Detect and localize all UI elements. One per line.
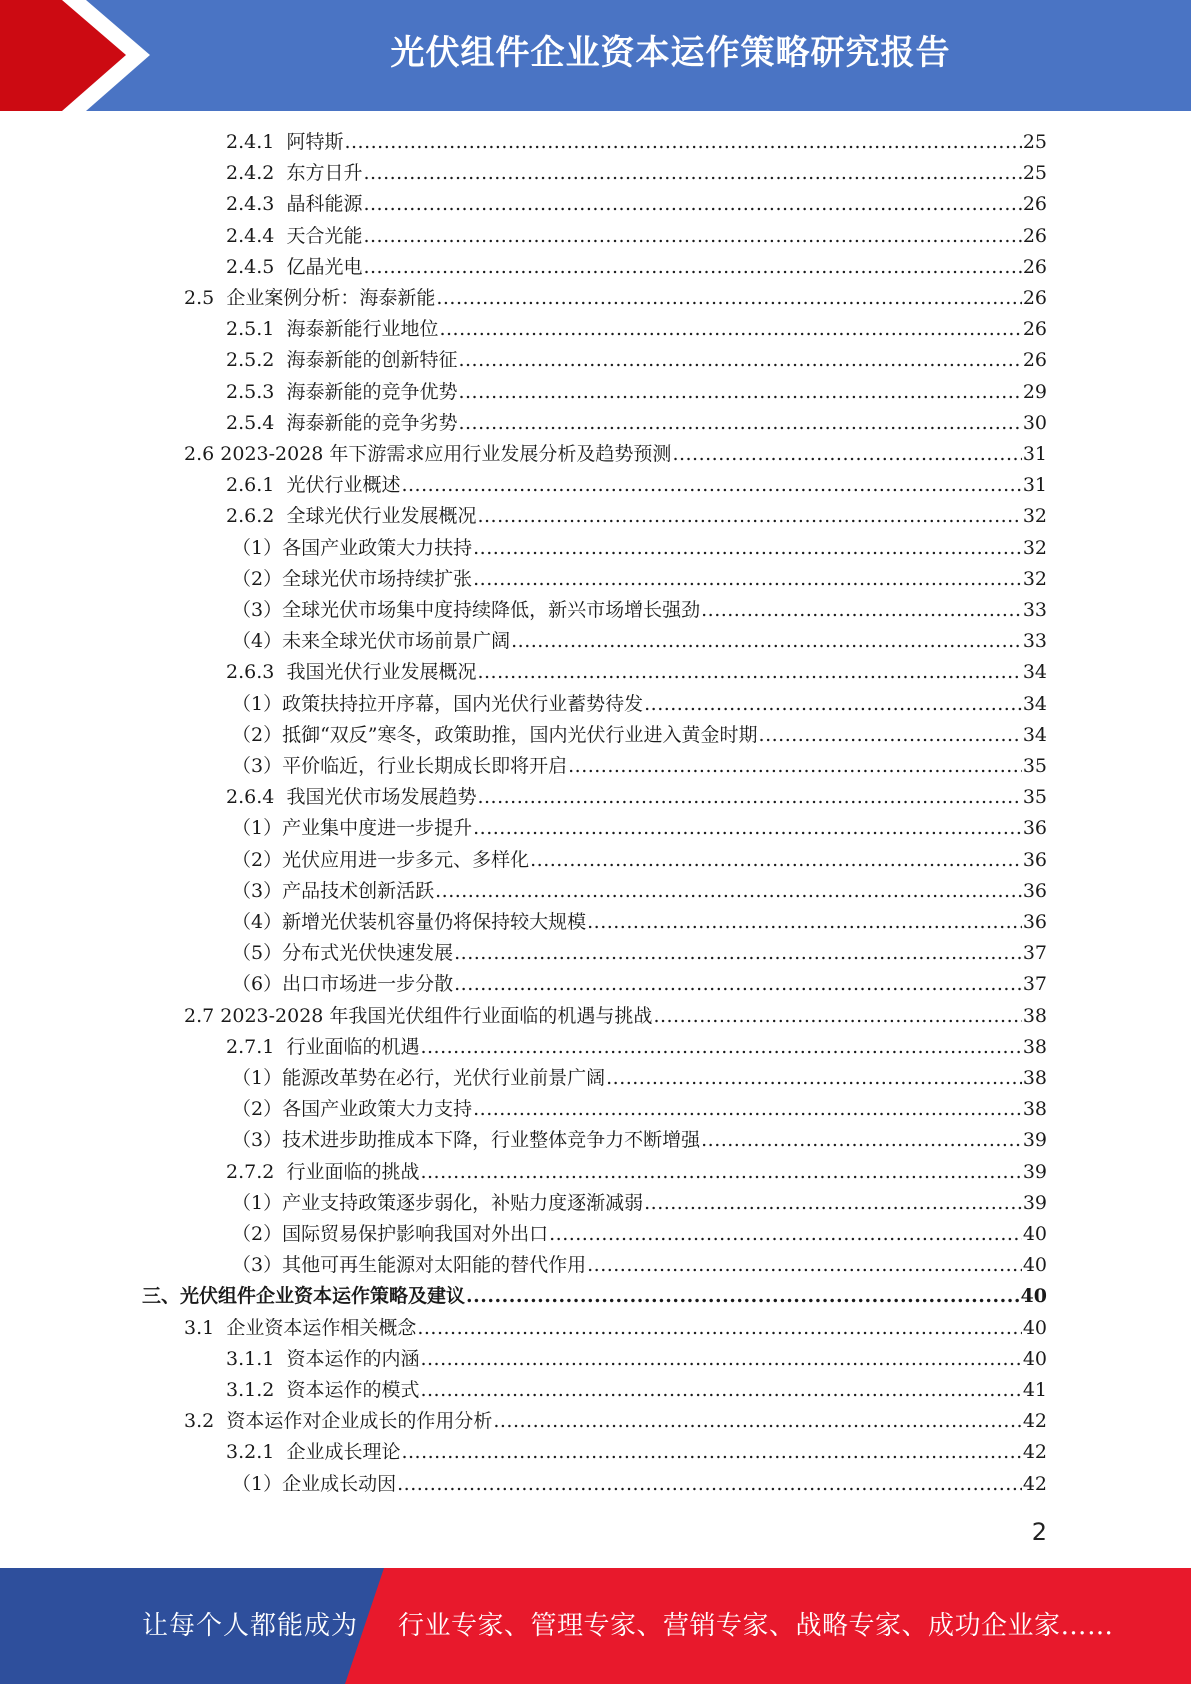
toc-entry-number: 3.2	[184, 1410, 215, 1433]
toc-entry-title: 产品技术创新活跃	[282, 879, 435, 902]
toc-entry-spacer	[274, 1375, 286, 1406]
toc-leader-dots	[436, 283, 1021, 314]
toc-entry-spacer	[274, 252, 286, 283]
toc-leader-dots	[477, 657, 1021, 688]
toc-entry[interactable]	[184, 439, 1047, 470]
toc-entry-title: 2023-2028 年下游需求应用行业发展分析及趋势预测	[220, 443, 672, 465]
toc-entry-number: 2.5.1	[226, 318, 275, 341]
toc-entry-title: 阿特斯	[286, 131, 344, 153]
toc-entry-spacer	[274, 1032, 286, 1063]
toc-entry-spacer	[274, 127, 286, 158]
toc-entry-title: 海泰新能的竞争优势	[286, 380, 458, 403]
toc-entry-page: 42	[1022, 1410, 1047, 1433]
toc-leader-dots	[587, 907, 1022, 938]
toc-entry-spacer	[214, 1406, 226, 1437]
toc-leader-dots	[363, 221, 1021, 252]
toc-entry[interactable]	[226, 252, 1047, 283]
toc-entry-page: 38	[1022, 1004, 1047, 1027]
toc-leader-dots	[473, 533, 1022, 564]
toc-entry[interactable]	[226, 470, 1047, 501]
toc-entry-title: 政策扶持拉开序幕，国内光伏行业蓄势待发	[282, 692, 644, 715]
toc-entry-number: （2）	[232, 1098, 283, 1121]
footer-slogan-left: 让每个人都能成为	[142, 1611, 359, 1641]
toc-entry-number: （3）	[232, 755, 283, 777]
toc-entry-number: （1）	[232, 536, 283, 559]
toc-entry[interactable]	[232, 876, 1047, 907]
toc-entry-spacer	[274, 1157, 286, 1188]
toc-entry-title: 行业面临的挑战	[286, 1160, 420, 1183]
toc-entry-page: 40	[1022, 1223, 1047, 1245]
toc-entry-title: 抵御“双反”寒冬，政策助推，国内光伏行业进入黄金时期	[282, 723, 758, 746]
toc-entry-page: 32	[1022, 536, 1047, 559]
toc-entry-title: 我国光伏市场发展趋势	[286, 786, 477, 809]
toc-entry-spacer	[274, 501, 286, 532]
toc-entry-page: 34	[1022, 723, 1047, 746]
toc-entry-page: 36	[1022, 817, 1047, 840]
toc-entry-title: 我国光伏行业发展概况	[286, 661, 477, 684]
toc-entry-number: （3）	[232, 1129, 283, 1152]
report-header	[0, 0, 1191, 111]
toc-entry[interactable]	[184, 283, 1047, 314]
toc-entry-page: 26	[1022, 349, 1047, 372]
toc-entry-title: 晶科能源	[286, 193, 363, 216]
toc-entry-page: 39	[1022, 1129, 1047, 1152]
toc-entry[interactable]	[232, 813, 1047, 844]
toc-entry-page: 35	[1022, 786, 1047, 809]
toc-entry-spacer	[274, 221, 286, 252]
toc-entry[interactable]	[232, 907, 1047, 938]
toc-entry-spacer	[274, 470, 286, 501]
toc-entry-title: 全球光伏市场持续扩张	[282, 567, 473, 590]
toc-leader-dots	[477, 501, 1021, 532]
toc-entry-page: 25	[1022, 131, 1047, 153]
toc-entry-title: 新增光伏装机容量仍将保持较大规模	[282, 911, 587, 933]
toc-entry-number: 2.4.3	[226, 193, 275, 216]
toc-entry-page: 40	[1022, 1347, 1047, 1370]
toc-entry-page: 38	[1022, 1035, 1047, 1058]
toc-entry-title: 资本运作的模式	[286, 1379, 420, 1401]
toc-entry-number: 2.5.3	[226, 380, 275, 403]
toc-entry-title: 东方日升	[286, 162, 363, 185]
toc-entry-spacer	[274, 1437, 286, 1468]
toc-entry-title: 光伏行业概述	[286, 474, 401, 497]
toc-leader-dots	[363, 189, 1021, 220]
toc-entry-number: 2.6.1	[226, 474, 275, 497]
toc-entry[interactable]	[226, 189, 1047, 220]
toc-entry-page: 26	[1022, 318, 1047, 341]
toc-entry-title: 其他可再生能源对太阳能的替代作用	[282, 1254, 587, 1277]
toc-entry-title: 技术进步助推成本下降，行业整体竞争力不断增强	[282, 1129, 701, 1152]
toc-entry-title: 光伏应用进一步多元、多样化	[282, 848, 530, 871]
toc-entry-title: 国际贸易保护影响我国对外出口	[282, 1223, 549, 1245]
toc-entry-title: 亿晶光电	[286, 255, 363, 278]
toc-entry-page: 30	[1022, 411, 1047, 434]
toc-entry-title: 企业资本运作相关概念	[226, 1316, 417, 1339]
toc-entry-page: 42	[1022, 1472, 1047, 1495]
toc-entry-spacer	[274, 345, 286, 376]
toc-entry-number: 3.1.2	[226, 1379, 275, 1401]
toc-entry-number: （2）	[232, 848, 283, 871]
toc-leader-dots	[397, 1469, 1022, 1500]
toc-entry-number: 3.1	[184, 1316, 215, 1339]
toc-entry-page: 36	[1022, 848, 1047, 871]
toc-leader-dots	[473, 1094, 1022, 1125]
toc-entry-number: （6）	[232, 973, 283, 996]
toc-entry-title: 资本运作对企业成长的作用分析	[226, 1410, 493, 1433]
toc-entry-title: 天合光能	[286, 224, 363, 247]
toc-entry-number: （2）	[232, 723, 283, 746]
toc-entry-title: 出口市场进一步分散	[282, 973, 454, 996]
toc-entry-number: 2.7.2	[226, 1160, 275, 1183]
toc-entry-title: 资本运作的内涵	[286, 1347, 420, 1370]
toc-entry-title: 海泰新能行业地位	[286, 318, 439, 341]
toc-entry-page: 33	[1022, 630, 1047, 653]
toc-entry-title: 企业成长动因	[282, 1472, 397, 1495]
toc-entry-page: 40	[1020, 1285, 1047, 1308]
toc-entry[interactable]	[226, 1437, 1047, 1468]
toc-entry[interactable]	[232, 1094, 1047, 1125]
toc-entry-page: 26	[1022, 287, 1047, 309]
toc-leader-dots	[458, 408, 1021, 439]
toc-leader-dots	[587, 1250, 1022, 1281]
toc-entry[interactable]	[232, 938, 1047, 969]
toc-entry-title: 未来全球光伏市场前景广阔	[282, 630, 511, 653]
toc-entry-number: 2.4.2	[226, 162, 275, 185]
toc-entry-number: （1）	[232, 1191, 283, 1214]
toc-entry-spacer	[274, 408, 286, 439]
toc-entry-title: 分布式光伏快速发展	[282, 942, 454, 965]
toc-entry[interactable]	[232, 845, 1047, 876]
toc-entry-page: 34	[1022, 661, 1047, 684]
toc-entry-number: 2.5.2	[226, 349, 275, 372]
toc-entry[interactable]	[184, 1313, 1047, 1344]
toc-entry-number: （4）	[232, 911, 283, 933]
toc-leader-dots	[644, 1188, 1022, 1219]
toc-entry-number: 3.1.1	[226, 1347, 275, 1370]
toc-entry[interactable]	[226, 345, 1047, 376]
toc-leader-dots	[458, 345, 1021, 376]
toc-leader-dots	[701, 1125, 1022, 1156]
toc-entry-page: 33	[1022, 599, 1047, 621]
toc-entry[interactable]	[226, 782, 1047, 813]
toc-leader-dots	[458, 377, 1021, 408]
toc-leader-dots	[363, 158, 1021, 189]
toc-entry[interactable]	[232, 1125, 1047, 1156]
toc-entry-spacer	[274, 657, 286, 688]
toc-entry-page: 40	[1022, 1316, 1047, 1339]
toc-leader-dots	[653, 1001, 1021, 1032]
toc-leader-dots	[420, 1344, 1021, 1375]
toc-entry[interactable]	[226, 657, 1047, 688]
toc-entry[interactable]	[232, 1219, 1047, 1250]
toc-entry-page: 36	[1022, 911, 1047, 933]
toc-entry[interactable]	[232, 595, 1047, 626]
toc-entry-title: 海泰新能的创新特征	[286, 349, 458, 372]
toc-entry-title: 各国产业政策大力扶持	[282, 536, 473, 559]
toc-entry-page: 41	[1022, 1379, 1047, 1401]
toc-entry-title: 全球光伏市场集中度持续降低，新兴市场增长强劲	[282, 599, 701, 621]
toc-entry-page: 37	[1022, 942, 1047, 965]
toc-entry[interactable]	[226, 1157, 1047, 1188]
toc-entry-number: 三、	[142, 1285, 181, 1308]
toc-entry-page: 29	[1022, 380, 1047, 403]
toc-entry-page: 37	[1022, 973, 1047, 996]
toc-entry-number: 2.4.1	[226, 131, 275, 153]
toc-leader-dots	[511, 626, 1022, 657]
toc-entry-number: 2.5	[184, 287, 215, 309]
toc-entry[interactable]	[226, 127, 1047, 158]
toc-leader-dots	[344, 127, 1021, 158]
toc-leader-dots	[568, 751, 1022, 782]
toc-entry-number: （1）	[232, 1067, 283, 1089]
toc-entry[interactable]	[184, 1001, 1047, 1032]
toc-leader-dots	[401, 470, 1021, 501]
toc-entry-number: 2.5.4	[226, 411, 275, 434]
toc-entry[interactable]	[232, 1469, 1047, 1500]
toc-leader-dots	[466, 1281, 1020, 1312]
toc-entry-page: 40	[1022, 1254, 1047, 1277]
toc-leader-dots	[420, 1157, 1021, 1188]
toc-entry-page: 32	[1022, 505, 1047, 528]
toc-entry-page: 39	[1022, 1160, 1047, 1183]
toc-entry-spacer	[214, 1313, 226, 1344]
toc-entry-number: 2.4.5	[226, 255, 275, 278]
toc-entry[interactable]	[142, 1281, 1047, 1312]
toc-entry-page: 26	[1022, 255, 1047, 278]
toc-entry-number: 2.6.4	[226, 786, 275, 809]
toc-entry[interactable]	[226, 1032, 1047, 1063]
toc-entry-title: 行业面临的机遇	[286, 1035, 420, 1058]
toc-leader-dots	[454, 938, 1022, 969]
toc-leader-dots	[473, 813, 1022, 844]
toc-entry-spacer	[214, 283, 226, 314]
toc-leader-dots	[493, 1406, 1021, 1437]
toc-entry-number: （5）	[232, 942, 283, 965]
toc-entry[interactable]	[184, 1406, 1047, 1437]
toc-entry-title: 平价临近，行业长期成长即将开启	[282, 755, 568, 777]
toc-leader-dots	[401, 1437, 1021, 1468]
toc-entry-number: （3）	[232, 599, 283, 621]
toc-entry-page: 26	[1022, 224, 1047, 247]
toc-entry[interactable]	[226, 221, 1047, 252]
toc-leader-dots	[454, 969, 1022, 1000]
toc-entry-spacer	[274, 158, 286, 189]
toc-entry[interactable]	[226, 1344, 1047, 1375]
toc-entry[interactable]	[226, 158, 1047, 189]
toc-entry[interactable]	[226, 377, 1047, 408]
toc-entry-page: 31	[1022, 474, 1047, 497]
toc-entry-page: 25	[1022, 162, 1047, 185]
report-title: 光伏组件企业资本运作策略研究报告	[390, 33, 951, 73]
toc-entry-title: 能源改革势在必行，光伏行业前景广阔	[282, 1067, 606, 1089]
toc-entry-spacer	[274, 314, 286, 345]
toc-entry-number: 3.2.1	[226, 1441, 275, 1464]
toc-entry-page: 31	[1022, 443, 1047, 465]
toc-entry-number: 2.6.2	[226, 505, 275, 528]
toc-leader-dots	[672, 439, 1021, 470]
toc-entry-number: 2.4.4	[226, 224, 275, 247]
toc-entry-number: 2.6.3	[226, 661, 275, 684]
page-number: 2	[1031, 1518, 1047, 1546]
toc-leader-dots	[363, 252, 1021, 283]
toc-entry-number: 2.6	[184, 443, 215, 465]
toc-leader-dots	[473, 564, 1022, 595]
toc-leader-dots	[439, 314, 1021, 345]
toc-entry-page: 26	[1022, 193, 1047, 216]
toc-leader-dots	[606, 1063, 1022, 1094]
toc-leader-dots	[549, 1219, 1022, 1250]
toc-entry-number: 2.7.1	[226, 1035, 275, 1058]
toc-entry[interactable]	[232, 751, 1047, 782]
toc-leader-dots	[420, 1375, 1021, 1406]
toc-entry-page: 39	[1022, 1191, 1047, 1214]
toc-entry-page: 38	[1022, 1067, 1047, 1089]
toc-entry-title: 光伏组件企业资本运作策略及建议	[180, 1285, 466, 1308]
toc-entry[interactable]	[226, 314, 1047, 345]
toc-entry-page: 35	[1022, 755, 1047, 777]
toc-leader-dots	[420, 1032, 1021, 1063]
toc-entry-page: 42	[1022, 1441, 1047, 1464]
toc-entry[interactable]	[232, 1250, 1047, 1281]
toc-entry-page: 32	[1022, 567, 1047, 590]
toc-leader-dots	[417, 1313, 1021, 1344]
toc-entry[interactable]	[226, 501, 1047, 532]
toc-entry[interactable]	[232, 1188, 1047, 1219]
toc-entry-page: 38	[1022, 1098, 1047, 1121]
toc-entry-spacer	[274, 377, 286, 408]
toc-entry-title: 产业集中度进一步提升	[282, 817, 473, 840]
toc-entry-title: 企业成长理论	[286, 1441, 401, 1464]
toc-leader-dots	[759, 720, 1022, 751]
toc-entry[interactable]	[232, 564, 1047, 595]
toc-entry-spacer	[274, 782, 286, 813]
footer-slogan-right: 行业专家、管理专家、营销专家、战略专家、成功企业家……	[398, 1611, 1114, 1641]
toc-leader-dots	[435, 876, 1022, 907]
toc-entry-number: （3）	[232, 1254, 283, 1277]
toc-entry[interactable]	[232, 720, 1047, 751]
footer-banner	[0, 1568, 1191, 1684]
toc-entry[interactable]	[232, 1063, 1047, 1094]
toc-entry-number: （2）	[232, 1223, 283, 1245]
toc-entry[interactable]	[232, 626, 1047, 657]
toc-entry-number: （1）	[232, 1472, 283, 1495]
toc-entry-title: 企业案例分析：海泰新能	[226, 287, 436, 309]
toc-entry-number: （1）	[232, 692, 283, 715]
toc-entry-spacer	[274, 1344, 286, 1375]
toc-entry-title: 海泰新能的竞争劣势	[286, 411, 458, 434]
toc-entry-number: （2）	[232, 567, 283, 590]
toc-leader-dots	[530, 845, 1022, 876]
toc-entry[interactable]	[232, 969, 1047, 1000]
toc-entry-title: 全球光伏行业发展概况	[286, 505, 477, 528]
toc-leader-dots	[701, 595, 1022, 626]
toc-entry-number: （1）	[232, 817, 283, 840]
toc-entry-title: 各国产业政策大力支持	[282, 1098, 473, 1121]
toc-entry[interactable]	[226, 408, 1047, 439]
toc-entry[interactable]	[232, 533, 1047, 564]
toc-entry-page: 34	[1022, 692, 1047, 715]
toc-leader-dots	[477, 782, 1021, 813]
toc-leader-dots	[644, 689, 1022, 720]
toc-entry-page: 36	[1022, 879, 1047, 902]
toc-entry-number: （3）	[232, 879, 283, 902]
toc-entry[interactable]	[232, 689, 1047, 720]
toc-entry-title: 2023-2028 年我国光伏组件行业面临的机遇与挑战	[220, 1004, 653, 1027]
toc-entry-number: 2.7	[184, 1004, 215, 1027]
toc-entry-number: （4）	[232, 630, 283, 653]
toc-entry[interactable]	[226, 1375, 1047, 1406]
toc-entry-spacer	[274, 189, 286, 220]
toc-entry-title: 产业支持政策逐步弱化，补贴力度逐渐减弱	[282, 1191, 644, 1214]
